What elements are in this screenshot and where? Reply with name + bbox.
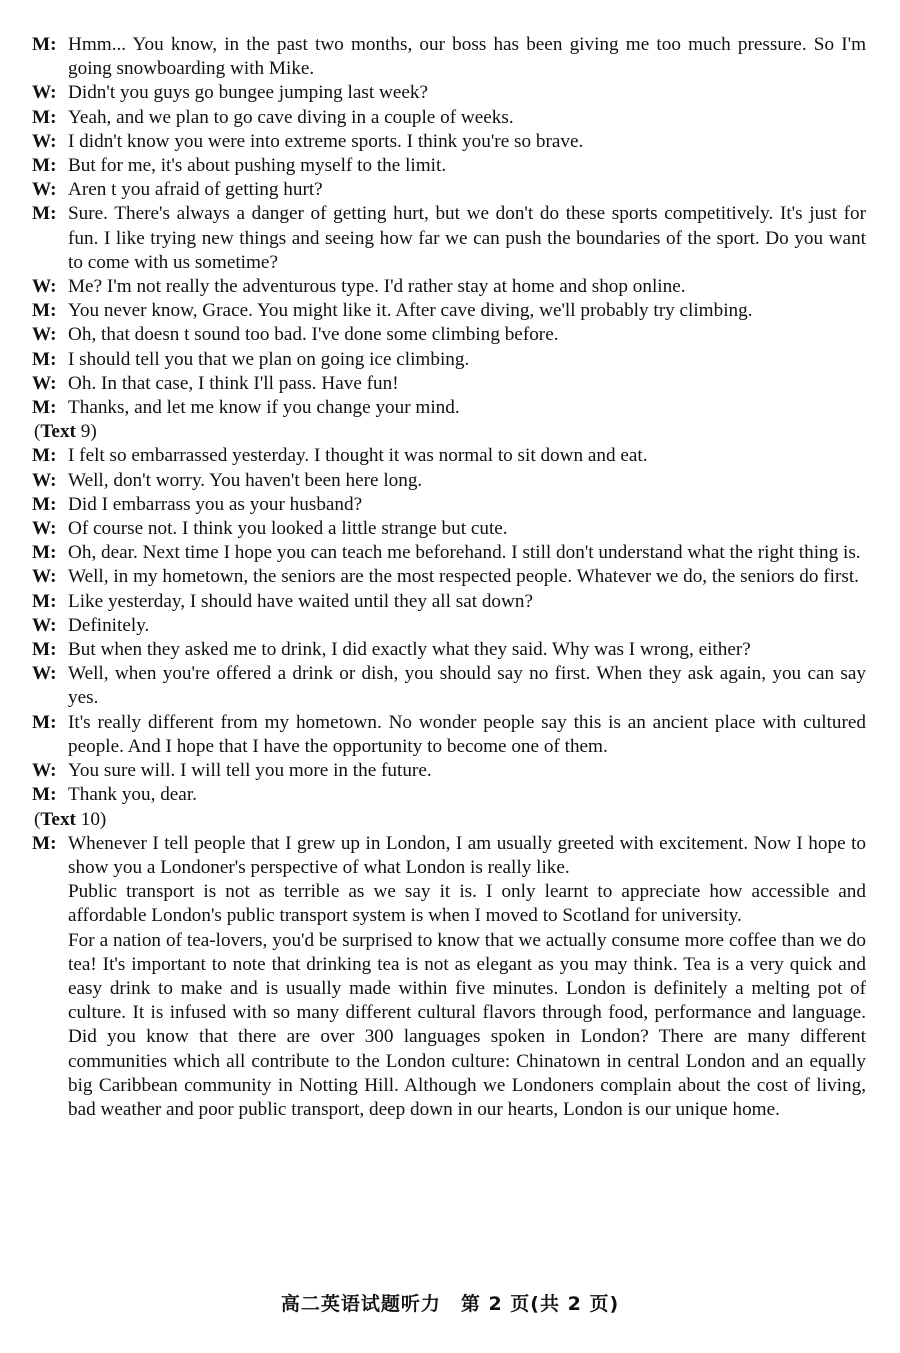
section-header <box>32 808 866 832</box>
monologue-paragraph: Public transport is not as terrible as we say it is. I only learnt to appreciate how accessible and affordable London's public transport system is when I moved to Scotland for university. <box>68 881 866 927</box>
speaker-label: M: <box>32 348 57 370</box>
dialogue-text: But when they asked me to drink, I did exactly what they said. Why was I wrong, either? <box>68 639 751 661</box>
section-open-paren: ( <box>34 808 41 830</box>
dialogue-text: Like yesterday, I should have waited until they all sat down? <box>68 590 533 612</box>
dialogue-line <box>32 299 866 323</box>
speaker-label: W: <box>32 518 57 540</box>
dialogue-line <box>32 33 866 81</box>
speaker-label: M: <box>32 203 57 225</box>
speaker-label: W: <box>32 82 57 104</box>
speaker-label: W: <box>32 324 57 346</box>
dialogue-line <box>32 541 866 565</box>
dialogue-line <box>32 832 866 880</box>
dialogue-text: Well, don't worry. You haven't been here long. <box>68 469 423 491</box>
dialogue-text: It's really different from my hometown. No wonder people say this is an ancient place with cultured people. And I hope that I have the opportunity to become one of them. <box>68 711 866 757</box>
section-label: Text <box>40 421 76 443</box>
dialogue-line <box>32 638 866 662</box>
section-header <box>32 420 866 444</box>
dialogue-line <box>32 154 866 178</box>
section-open-paren: ( <box>34 421 41 443</box>
dialogue-line <box>32 444 866 468</box>
dialogue-text: Definitely. <box>68 614 150 636</box>
dialogue-line <box>32 372 866 396</box>
dialogue-line <box>32 178 866 202</box>
dialogue-line <box>32 348 866 372</box>
dialogue-line <box>32 590 866 614</box>
dialogue-text: Aren t you afraid of getting hurt? <box>68 179 323 201</box>
dialogue-text: Oh. In that case, I think I'll pass. Have fun! <box>68 372 399 394</box>
section-number: 10 <box>80 808 100 830</box>
dialogue-line <box>32 614 866 638</box>
dialogue-text: Oh, dear. Next time I hope you can teach me beforehand. I still don't understand what the right thing is. <box>68 542 861 564</box>
transcript-body <box>32 33 866 1122</box>
speaker-label: W: <box>32 179 57 201</box>
speaker-label: W: <box>32 469 57 491</box>
dialogue-text: You never know, Grace. You might like it. After cave diving, we'll probably try climbing. <box>68 300 753 322</box>
dialogue-line <box>32 759 866 783</box>
dialogue-text: Did I embarrass you as your husband? <box>68 493 363 515</box>
speaker-label: W: <box>32 760 57 782</box>
dialogue-line <box>32 517 866 541</box>
speaker-label: M: <box>32 590 57 612</box>
monologue-paragraph: For a nation of tea-lovers, you'd be surprised to know that we actually consume more coffee than we do tea! It's important to note that drinking tea is not as elegant as you may think. Tea is a very quick and easy drink to make and is usually made within five minutes. London is definitely a melting pot of culture. It is infused with so many different cultural flavors through food, performance and language. Did you know that there are over 300 languages spoken in London? There are many different communities which all contribute to the London culture: Chinatown in central London and an equally big Caribbean community in Notting Hill. Although we Londoners complain about the cost of living, bad weather and poor public transport, deep down in our hearts, London is our unique home. <box>68 929 866 1120</box>
dialogue-text: I didn't know you were into extreme sports. I think you're so brave. <box>68 130 584 152</box>
dialogue-line <box>32 81 866 105</box>
dialogue-text: Hmm... You know, in the past two months, our boss has been giving me too much pressure. So I'm going snowboarding with Mike. <box>68 34 866 80</box>
section-number: 9 <box>80 421 91 443</box>
speaker-label: M: <box>32 106 57 128</box>
dialogue-line <box>32 323 866 347</box>
dialogue-text: Well, in my hometown, the seniors are the most respected people. Whatever we do, the seniors do first. <box>68 566 859 588</box>
dialogue-text: I felt so embarrassed yesterday. I thought it was normal to sit down and eat. <box>68 445 648 467</box>
speaker-label: W: <box>32 614 57 636</box>
speaker-label: M: <box>32 639 57 661</box>
dialogue-line <box>32 396 866 420</box>
speaker-label: W: <box>32 372 57 394</box>
section-label: Text <box>40 808 76 830</box>
dialogue-text: Yeah, and we plan to go cave diving in a couple of weeks. <box>68 106 514 128</box>
dialogue-text: Of course not. I think you looked a little strange but cute. <box>68 518 508 540</box>
speaker-label: W: <box>32 663 57 685</box>
dialogue-line <box>32 202 866 275</box>
page-footer: 高二英语试题听力 第 2 页(共 2 页) <box>280 1293 620 1315</box>
dialogue-text: Oh, that doesn t sound too bad. I've done some climbing before. <box>68 324 559 346</box>
speaker-label: W: <box>32 130 57 152</box>
speaker-label: M: <box>32 34 57 55</box>
dialogue-text: Me? I'm not really the adventurous type. I'd rather stay at home and shop online. <box>68 276 686 298</box>
dialogue-line <box>32 275 866 299</box>
speaker-label: W: <box>32 276 57 298</box>
speaker-label: M: <box>32 542 57 564</box>
dialogue-line <box>32 130 866 154</box>
dialogue-text: Whenever I tell people that I grew up in London, I am usually greeted with excitement. Now I hope to show you a Londoner's perspective of what London is really like. <box>68 832 866 878</box>
speaker-label: M: <box>32 300 57 322</box>
dialogue-line <box>32 106 866 130</box>
speaker-label: W: <box>32 566 57 588</box>
speaker-label: M: <box>32 711 57 733</box>
dialogue-text: I should tell you that we plan on going ice climbing. <box>68 348 470 370</box>
dialogue-text: But for me, it's about pushing myself to the limit. <box>68 155 447 177</box>
section-close-paren: ) <box>99 808 107 830</box>
section-close-paren: ) <box>90 421 97 443</box>
dialogue-text: Didn't you guys go bungee jumping last week? <box>68 82 428 104</box>
speaker-label: M: <box>32 445 57 467</box>
speaker-label: M: <box>32 784 57 806</box>
dialogue-line <box>32 493 866 517</box>
speaker-label: M: <box>32 493 57 515</box>
speaker-label: M: <box>32 397 57 419</box>
speaker-label: M: <box>32 832 57 854</box>
dialogue-text: Well, when you're offered a drink or dish, you should say no first. When they ask again, you can say yes. <box>68 663 866 709</box>
speaker-label: M: <box>32 155 57 177</box>
dialogue-line <box>32 662 866 710</box>
dialogue-text: You sure will. I will tell you more in the future. <box>68 760 432 782</box>
dialogue-line <box>32 565 866 589</box>
dialogue-text: Thank you, dear. <box>68 784 197 806</box>
dialogue-line <box>32 783 866 807</box>
dialogue-line <box>32 469 866 493</box>
dialogue-line <box>32 711 866 759</box>
dialogue-text: Sure. There's always a danger of getting hurt, but we don't do these sports competitively. It's just for fun. I like trying new things and seeing how far we can push the boundaries of the sport. Do you want to come with us sometime? <box>68 203 866 273</box>
dialogue-text: Thanks, and let me know if you change your mind. <box>68 397 460 419</box>
